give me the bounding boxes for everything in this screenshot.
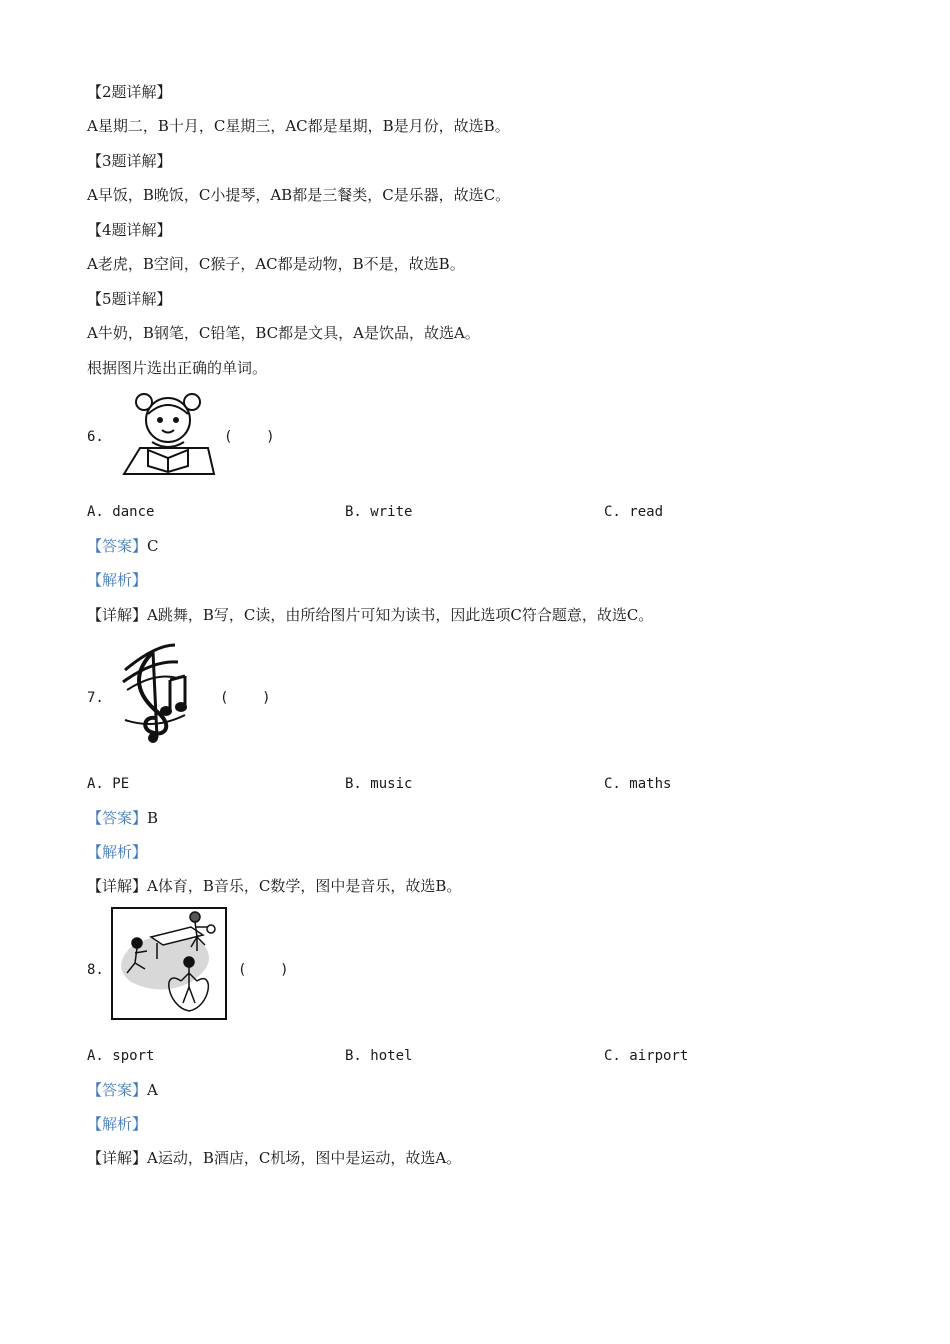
option-b-7: B. music bbox=[345, 776, 413, 792]
option-a-8: A. sport bbox=[87, 1048, 155, 1064]
answer-paren-6: ( ) bbox=[224, 429, 275, 445]
detail-line-6 bbox=[87, 605, 653, 625]
option-a-7: A. PE bbox=[87, 776, 130, 792]
detail-line-7 bbox=[87, 876, 461, 896]
question-number-6: 6. bbox=[87, 429, 104, 445]
answer-value: B bbox=[147, 809, 159, 827]
detail-header-4: 【4题详解】 bbox=[87, 221, 172, 239]
analysis-label-7: 【解析】 bbox=[87, 843, 148, 861]
music-notes-icon bbox=[115, 640, 200, 745]
detail-label: 【详解】 bbox=[87, 1149, 148, 1167]
option-b-6: B. write bbox=[345, 504, 413, 520]
answer-label: 【答案】 bbox=[87, 809, 148, 827]
analysis-label-6: 【解析】 bbox=[87, 571, 148, 589]
answer-label: 【答案】 bbox=[87, 537, 148, 555]
detail-text-2: A星期二，B十月，C星期三，AC都是星期，B是月份，故选B。 bbox=[87, 117, 510, 135]
detail-line-8 bbox=[87, 1148, 461, 1168]
detail-label: 【详解】 bbox=[87, 877, 148, 895]
answer-line-7 bbox=[87, 808, 158, 828]
detail-header-2: 【2题详解】 bbox=[87, 83, 172, 101]
answer-label: 【答案】 bbox=[87, 1081, 148, 1099]
detail-text: A体育，B音乐，C数学，图中是音乐，故选B。 bbox=[147, 877, 462, 895]
answer-line-8 bbox=[87, 1080, 158, 1100]
analysis-label-8: 【解析】 bbox=[87, 1115, 148, 1133]
option-c-8: C. airport bbox=[604, 1048, 689, 1064]
detail-text: A跳舞，B写，C读，由所给图片可知为读书，因此选项C符合题意，故选C。 bbox=[147, 606, 654, 624]
sports-scene-icon bbox=[111, 907, 227, 1020]
detail-text-4: A老虎，B空间，C猴子，AC都是动物，B不是，故选B。 bbox=[87, 255, 465, 273]
instruction: 根据图片选出正确的单词。 bbox=[87, 359, 268, 377]
answer-paren-8: ( ) bbox=[238, 962, 289, 978]
detail-text-5: A牛奶，B钢笔，C铅笔，BC都是文具，A是饮品，故选A。 bbox=[87, 324, 480, 342]
answer-line-6 bbox=[87, 536, 159, 556]
detail-text: A运动，B酒店，C机场，图中是运动，故选A。 bbox=[147, 1149, 462, 1167]
question-number-7: 7. bbox=[87, 690, 104, 706]
option-c-7: C. maths bbox=[604, 776, 672, 792]
detail-header-5: 【5题详解】 bbox=[87, 290, 172, 308]
detail-header-3: 【3题详解】 bbox=[87, 152, 172, 170]
detail-text-3: A早饭，B晚饭，C小提琴，AB都是三餐类，C是乐器，故选C。 bbox=[87, 186, 511, 204]
girl-reading-icon bbox=[118, 388, 218, 478]
option-b-8: B. hotel bbox=[345, 1048, 413, 1064]
answer-value: A bbox=[147, 1081, 158, 1099]
option-c-6: C. read bbox=[604, 504, 664, 520]
option-a-6: A. dance bbox=[87, 504, 155, 520]
answer-paren-7: ( ) bbox=[220, 690, 271, 706]
detail-label: 【详解】 bbox=[87, 606, 148, 624]
answer-value: C bbox=[147, 537, 159, 555]
question-number-8: 8. bbox=[87, 962, 104, 978]
